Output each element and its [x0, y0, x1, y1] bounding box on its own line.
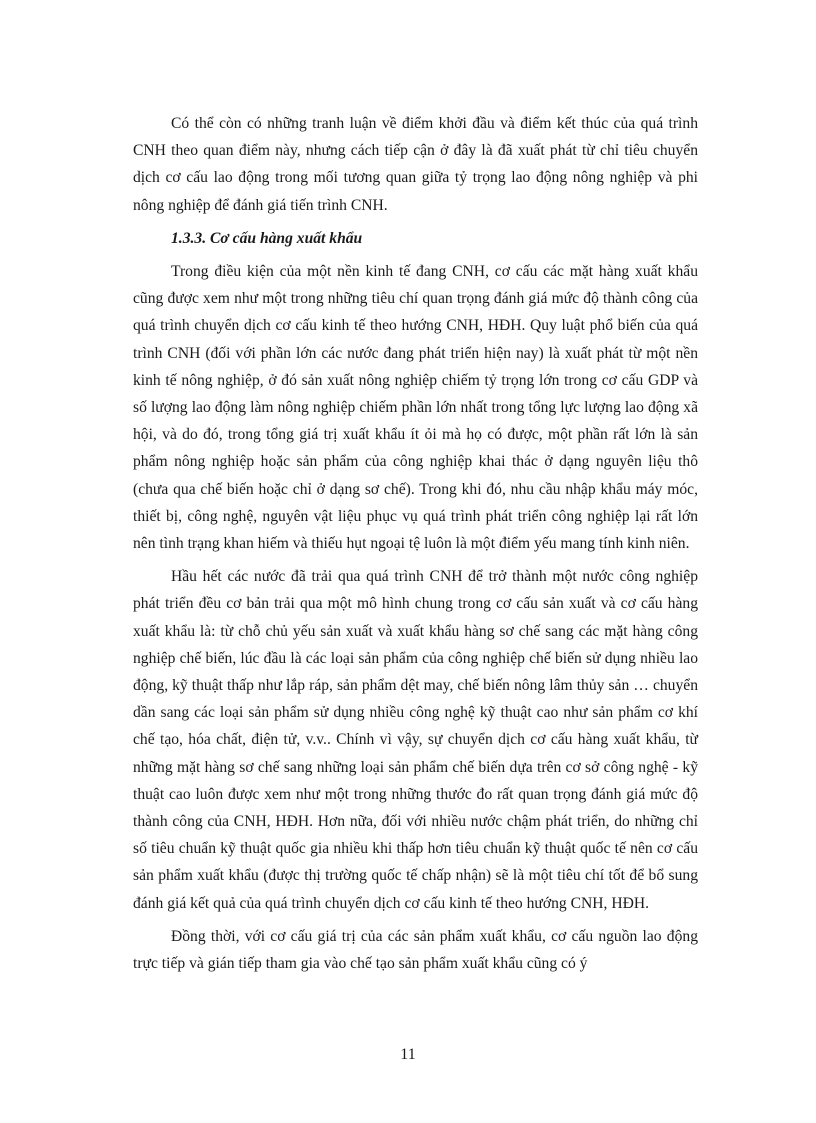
page-number: 11 [400, 1046, 416, 1063]
paragraph-intro: Có thể còn có những tranh luận về điểm khởi đầu và điểm kết thúc của quá trình CNH theo quan điểm này, nhưng cách tiếp cận ở đây là đã xuất phát từ chỉ tiêu chuyển dịch cơ cấu lao động trong mối tương quan giữa tỷ trọng lao động nông nghiệp và phi nông nghiệp để đánh giá tiến trình CNH. [133, 115, 698, 214]
paragraph-export-structure: Trong điều kiện của một nền kinh tế đang CNH, cơ cấu các mặt hàng xuất khẩu cũng được xem như một trong những tiêu chí quan trọng đánh giá mức độ thành công của quá trình chuyển dịch cơ cấu kinh tế theo hướng CNH, HĐH. Quy luật phổ biến của quá trình CNH (đối với phần lớn các nước đang phát triển hiện nay) là xuất phát từ một nền kinh tế nông nghiệp, ở đó sản xuất nông nghiệp chiếm tỷ trọng lớn trong cơ cấu GDP và số lượng lao động làm nông nghiệp chiếm phần lớn nhất trong tổng lực lượng lao động xã hội, và do đó, trong tổng giá trị xuất khẩu ít ỏi mà họ có được, một phần rất lớn là sản phẩm nông nghiệp hoặc sản phẩm của công nghiệp khai thác ở dạng nguyên liệu thô (chưa qua chế biến hoặc chỉ ở dạng sơ chế). Trong khi đó, nhu cầu nhập khẩu máy móc, thiết bị, công nghệ, nguyên vật liệu phục vụ quá trình phát triển công nghiệp lại rất lớn nên tình trạng khan hiếm và thiếu hụt ngoại tệ luôn là một điểm yếu mang tính kinh niên. [133, 263, 698, 553]
document-body [133, 110, 698, 983]
paragraph-industrialization-model: Hầu hết các nước đã trải qua quá trình CNH để trở thành một nước công nghiệp phát triển đều cơ bản trải qua một mô hình chung trong cơ cấu sản xuất và cơ cấu hàng xuất khẩu là: từ chỗ chủ yếu sản xuất và xuất khẩu hàng sơ chế sang các mặt hàng công nghiệp chế biến, lúc đầu là các loại sản phẩm của công nghiệp chế biến sử dụng nhiều lao động, kỹ thuật thấp như lắp ráp, sản phẩm dệt may, chế biến nông lâm thủy sản … chuyển dần sang các loại sản phẩm sử dụng nhiều công nghệ kỹ thuật cao như sản phẩm cơ khí chế tạo, hóa chất, điện tử, v.v.. Chính vì vậy, sự chuyển dịch cơ cấu hàng xuất khẩu, từ những mặt hàng sơ chế sang những loại sản phẩm chế biến dựa trên cơ sở công nghệ - kỹ thuật cao luôn được xem như một trong những thước đo rất quan trọng đánh giá mức độ thành công của CNH, HĐH. Hơn nữa, đối với nhiều nước chậm phát triển, do những chỉ số tiêu chuẩn kỹ thuật quốc gia nhiều khi thấp hơn tiêu chuẩn kỹ thuật quốc tế nên cơ cấu sản phẩm xuất khẩu (được thị trường quốc tế chấp nhận) sẽ là một tiêu chí tốt để bổ sung đánh giá kết quả của quá trình chuyển dịch cơ cấu kinh tế theo hướng CNH, HĐH. [133, 568, 698, 912]
paragraph-value-structure: Đồng thời, với cơ cấu giá trị của các sản phẩm xuất khẩu, cơ cấu nguồn lao động trực tiếp và gián tiếp tham gia vào chế tạo sản phẩm xuất khẩu cũng có ý [133, 927, 698, 973]
section-heading: 1.3.3. Cơ cấu hàng xuất khẩu [171, 229, 363, 247]
